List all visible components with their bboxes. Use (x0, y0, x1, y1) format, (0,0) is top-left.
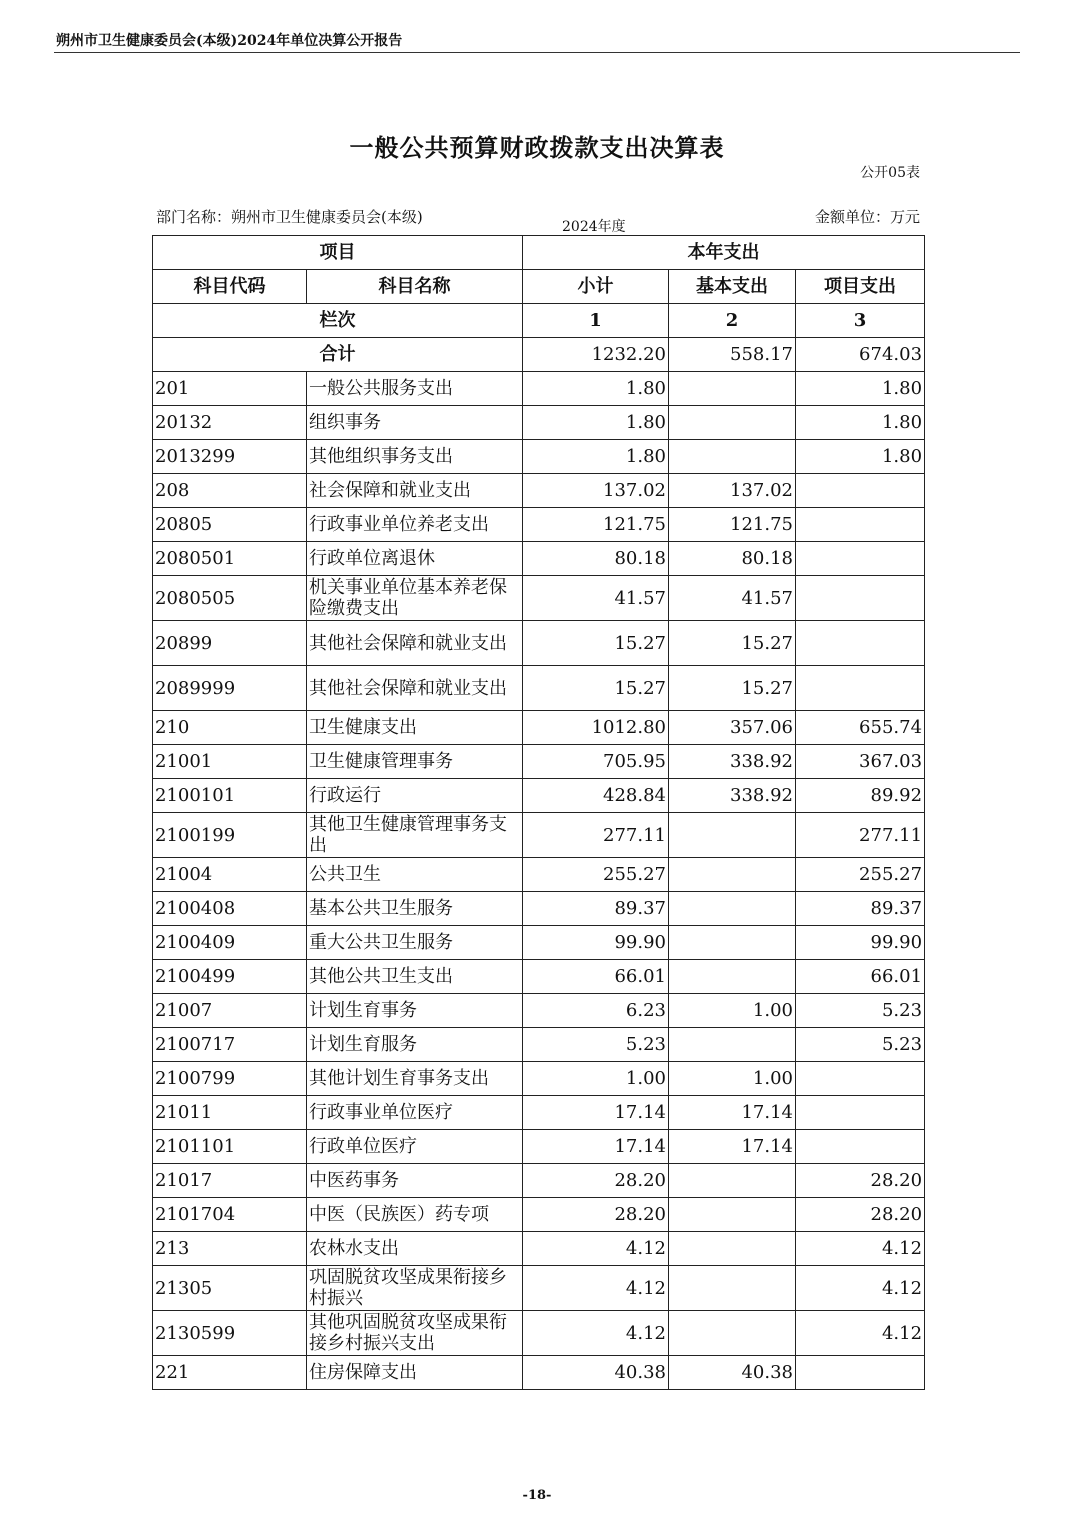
table-row (153, 1198, 925, 1232)
sequence-row (153, 304, 925, 338)
cell-name: 卫生健康管理事务 (307, 745, 523, 779)
cell-subtotal: 89.37 (523, 892, 669, 926)
cell-code: 2101101 (153, 1130, 307, 1164)
col-subtotal-header: 小计 (523, 270, 669, 304)
cell-project: 277.11 (796, 813, 925, 858)
cell-basic: 357.06 (669, 711, 796, 745)
table-row (153, 926, 925, 960)
cell-subtotal: 99.90 (523, 926, 669, 960)
cell-code: 2100101 (153, 779, 307, 813)
cell-basic: 40.38 (669, 1356, 796, 1390)
cell-subtotal: 40.38 (523, 1356, 669, 1390)
cell-name: 社会保障和就业支出 (307, 474, 523, 508)
cell-project: 89.37 (796, 892, 925, 926)
cell-subtotal: 1.00 (523, 1062, 669, 1096)
cell-project: 28.20 (796, 1164, 925, 1198)
cell-name: 其他公共卫生支出 (307, 960, 523, 994)
cell-basic: 1.00 (669, 1062, 796, 1096)
cell-code: 21017 (153, 1164, 307, 1198)
cell-project (796, 474, 925, 508)
table-row (153, 440, 925, 474)
form-number: 公开05表 (860, 165, 920, 181)
table-row (153, 576, 925, 621)
report-year: 2024年度 (562, 219, 626, 235)
running-header: 朔州市卫生健康委员会(本级)2024年单位决算公开报告 (56, 33, 403, 49)
cell-subtotal: 1.80 (523, 406, 669, 440)
table-row (153, 1028, 925, 1062)
cell-code: 21004 (153, 858, 307, 892)
cell-basic (669, 813, 796, 858)
cell-basic (669, 1311, 796, 1356)
sequence-3: 3 (796, 304, 925, 338)
cell-name: 中医（民族医）药专项 (307, 1198, 523, 1232)
table-row (153, 372, 925, 406)
cell-code: 2100408 (153, 892, 307, 926)
cell-code: 21001 (153, 745, 307, 779)
cell-code: 2089999 (153, 666, 307, 711)
col-basic-header: 基本支出 (669, 270, 796, 304)
cell-project: 4.12 (796, 1232, 925, 1266)
cell-project (796, 542, 925, 576)
col-code-header: 科目代码 (153, 270, 307, 304)
cell-project (796, 508, 925, 542)
cell-code: 201 (153, 372, 307, 406)
table-row (153, 779, 925, 813)
cell-name: 其他卫生健康管理事务支出 (307, 813, 523, 858)
cell-name: 中医药事务 (307, 1164, 523, 1198)
total-basic: 558.17 (669, 338, 796, 372)
cell-subtotal: 705.95 (523, 745, 669, 779)
page-title: 一般公共预算财政拨款支出决算表 (349, 133, 725, 162)
cell-code: 2100717 (153, 1028, 307, 1062)
cell-basic: 41.57 (669, 576, 796, 621)
table-row (153, 1266, 925, 1311)
cell-project: 1.80 (796, 372, 925, 406)
cell-subtotal: 80.18 (523, 542, 669, 576)
header-rule (54, 52, 1020, 53)
table-row (153, 406, 925, 440)
group-expense-header: 本年支出 (523, 236, 925, 270)
cell-subtotal: 66.01 (523, 960, 669, 994)
table-row (153, 1356, 925, 1390)
cell-basic: 80.18 (669, 542, 796, 576)
cell-subtotal: 428.84 (523, 779, 669, 813)
header-row-columns (153, 270, 925, 304)
table-row (153, 666, 925, 711)
cell-code: 208 (153, 474, 307, 508)
cell-project (796, 666, 925, 711)
cell-project: 66.01 (796, 960, 925, 994)
table-row (153, 508, 925, 542)
total-project: 674.03 (796, 338, 925, 372)
cell-basic: 15.27 (669, 621, 796, 666)
cell-name: 卫生健康支出 (307, 711, 523, 745)
cell-subtotal: 4.12 (523, 1266, 669, 1311)
cell-name: 其他组织事务支出 (307, 440, 523, 474)
cell-name: 行政单位医疗 (307, 1130, 523, 1164)
cell-project: 655.74 (796, 711, 925, 745)
cell-project: 4.12 (796, 1266, 925, 1311)
cell-basic (669, 1266, 796, 1311)
cell-code: 21007 (153, 994, 307, 1028)
cell-basic (669, 960, 796, 994)
col-name-header: 科目名称 (307, 270, 523, 304)
cell-project (796, 621, 925, 666)
cell-code: 2101704 (153, 1198, 307, 1232)
cell-code: 2100409 (153, 926, 307, 960)
cell-basic: 338.92 (669, 745, 796, 779)
cell-code: 213 (153, 1232, 307, 1266)
cell-subtotal: 1.80 (523, 372, 669, 406)
cell-basic (669, 892, 796, 926)
cell-subtotal: 1.80 (523, 440, 669, 474)
cell-project: 1.80 (796, 440, 925, 474)
total-label: 合计 (153, 338, 523, 372)
cell-project (796, 1356, 925, 1390)
cell-name: 机关事业单位基本养老保险缴费支出 (307, 576, 523, 621)
table-row (153, 711, 925, 745)
table-row (153, 542, 925, 576)
cell-name: 其他计划生育事务支出 (307, 1062, 523, 1096)
cell-project: 4.12 (796, 1311, 925, 1356)
cell-basic: 137.02 (669, 474, 796, 508)
cell-subtotal: 41.57 (523, 576, 669, 621)
cell-name: 其他社会保障和就业支出 (307, 621, 523, 666)
table-row (153, 892, 925, 926)
header-row-group (153, 236, 925, 270)
cell-basic (669, 858, 796, 892)
cell-project: 1.80 (796, 406, 925, 440)
expenditure-table (152, 235, 925, 1390)
col-project-header: 项目支出 (796, 270, 925, 304)
table-row (153, 960, 925, 994)
cell-subtotal: 15.27 (523, 621, 669, 666)
cell-subtotal: 255.27 (523, 858, 669, 892)
table-row (153, 858, 925, 892)
cell-project (796, 1096, 925, 1130)
cell-subtotal: 17.14 (523, 1096, 669, 1130)
cell-subtotal: 121.75 (523, 508, 669, 542)
cell-code: 2130599 (153, 1311, 307, 1356)
cell-name: 行政事业单位医疗 (307, 1096, 523, 1130)
cell-project: 89.92 (796, 779, 925, 813)
table-row (153, 1311, 925, 1356)
cell-basic (669, 926, 796, 960)
cell-code: 2080501 (153, 542, 307, 576)
sequence-1: 1 (523, 304, 669, 338)
cell-code: 2080505 (153, 576, 307, 621)
cell-subtotal: 5.23 (523, 1028, 669, 1062)
cell-project: 5.23 (796, 1028, 925, 1062)
cell-code: 20805 (153, 508, 307, 542)
table-row (153, 1232, 925, 1266)
cell-name: 计划生育事务 (307, 994, 523, 1028)
cell-basic (669, 1198, 796, 1232)
sequence-label: 栏次 (153, 304, 523, 338)
cell-name: 一般公共服务支出 (307, 372, 523, 406)
cell-name: 其他巩固脱贫攻坚成果衔接乡村振兴支出 (307, 1311, 523, 1356)
cell-basic (669, 1028, 796, 1062)
cell-subtotal: 1012.80 (523, 711, 669, 745)
group-project-header: 项目 (153, 236, 523, 270)
total-subtotal: 1232.20 (523, 338, 669, 372)
page-number: -18- (522, 1488, 552, 1503)
cell-project (796, 1130, 925, 1164)
cell-code: 2013299 (153, 440, 307, 474)
cell-code: 2100799 (153, 1062, 307, 1096)
cell-subtotal: 4.12 (523, 1311, 669, 1356)
cell-subtotal: 137.02 (523, 474, 669, 508)
cell-project (796, 1062, 925, 1096)
cell-name: 基本公共卫生服务 (307, 892, 523, 926)
cell-project: 367.03 (796, 745, 925, 779)
cell-code: 21305 (153, 1266, 307, 1311)
cell-name: 其他社会保障和就业支出 (307, 666, 523, 711)
table-row (153, 1096, 925, 1130)
cell-code: 2100199 (153, 813, 307, 858)
cell-subtotal: 4.12 (523, 1232, 669, 1266)
cell-basic: 15.27 (669, 666, 796, 711)
cell-project: 5.23 (796, 994, 925, 1028)
table-row (153, 474, 925, 508)
cell-name: 组织事务 (307, 406, 523, 440)
cell-name: 行政运行 (307, 779, 523, 813)
cell-basic: 17.14 (669, 1130, 796, 1164)
table-row (153, 813, 925, 858)
cell-basic (669, 440, 796, 474)
cell-name: 计划生育服务 (307, 1028, 523, 1062)
cell-project: 99.90 (796, 926, 925, 960)
cell-basic (669, 1232, 796, 1266)
department-name: 部门名称：朔州市卫生健康委员会(本级) (156, 208, 423, 226)
cell-name: 农林水支出 (307, 1232, 523, 1266)
table-row (153, 1164, 925, 1198)
cell-basic: 17.14 (669, 1096, 796, 1130)
cell-name: 重大公共卫生服务 (307, 926, 523, 960)
cell-name: 巩固脱贫攻坚成果衔接乡村振兴 (307, 1266, 523, 1311)
cell-basic (669, 1164, 796, 1198)
table-row (153, 994, 925, 1028)
cell-subtotal: 17.14 (523, 1130, 669, 1164)
table-row (153, 1062, 925, 1096)
cell-code: 20899 (153, 621, 307, 666)
cell-code: 21011 (153, 1096, 307, 1130)
cell-project: 28.20 (796, 1198, 925, 1232)
cell-basic (669, 406, 796, 440)
cell-subtotal: 28.20 (523, 1198, 669, 1232)
cell-subtotal: 28.20 (523, 1164, 669, 1198)
table-row (153, 621, 925, 666)
total-row (153, 338, 925, 372)
cell-code: 221 (153, 1356, 307, 1390)
cell-name: 行政单位离退休 (307, 542, 523, 576)
table-row (153, 1130, 925, 1164)
cell-basic: 338.92 (669, 779, 796, 813)
cell-subtotal: 277.11 (523, 813, 669, 858)
cell-basic: 121.75 (669, 508, 796, 542)
cell-code: 210 (153, 711, 307, 745)
cell-basic (669, 372, 796, 406)
cell-code: 2100499 (153, 960, 307, 994)
cell-code: 20132 (153, 406, 307, 440)
cell-name: 公共卫生 (307, 858, 523, 892)
cell-subtotal: 15.27 (523, 666, 669, 711)
amount-unit: 金额单位：万元 (814, 208, 920, 226)
table-row (153, 745, 925, 779)
cell-basic: 1.00 (669, 994, 796, 1028)
cell-name: 行政事业单位养老支出 (307, 508, 523, 542)
cell-name: 住房保障支出 (307, 1356, 523, 1390)
cell-project (796, 576, 925, 621)
sequence-2: 2 (669, 304, 796, 338)
cell-project: 255.27 (796, 858, 925, 892)
cell-subtotal: 6.23 (523, 994, 669, 1028)
